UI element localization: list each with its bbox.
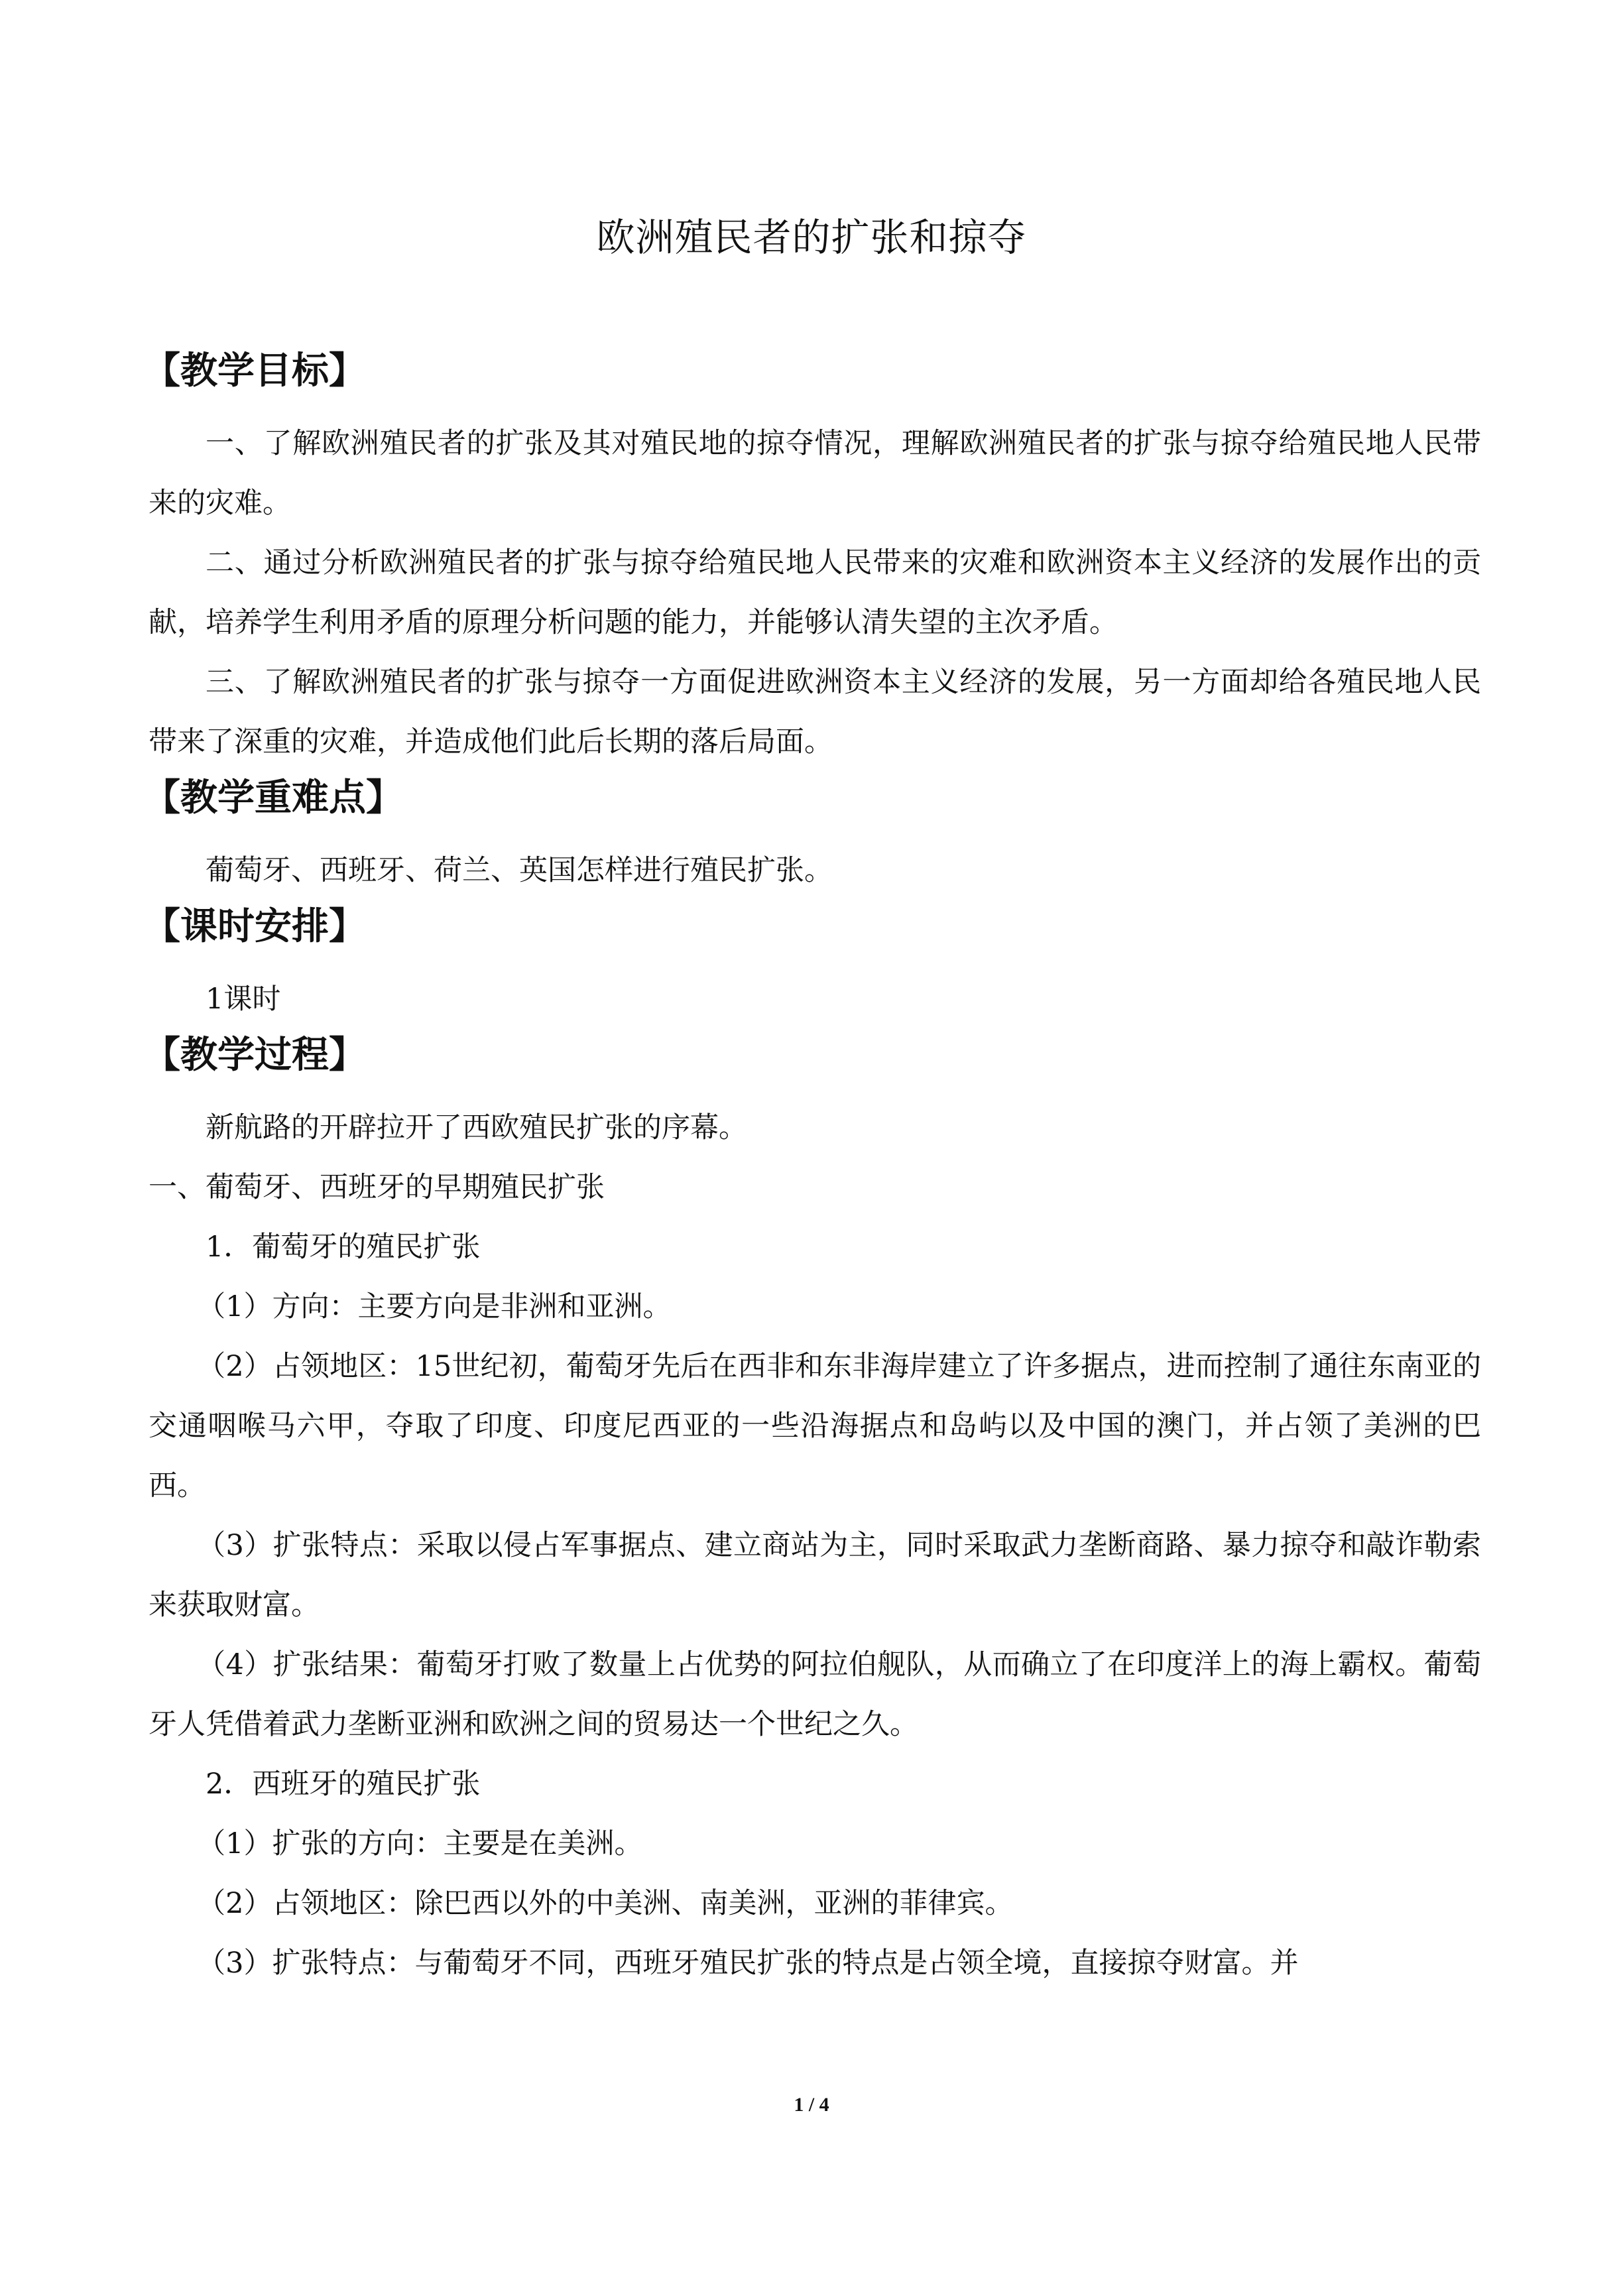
heading-objectives: 【教学目标】 — [143, 349, 366, 393]
heading-process: 【教学过程】 — [143, 1034, 366, 1077]
portugal-title: 1．葡萄牙的殖民扩张 — [206, 1231, 481, 1264]
spain-point-2: （2）占领地区：除巴西以外的中美洲、南美洲，亚洲的菲律宾。 — [197, 1887, 1014, 1920]
spain-title: 2．西班牙的殖民扩张 — [206, 1768, 481, 1801]
document-body — [143, 345, 1481, 1993]
heading-schedule: 【课时安排】 — [143, 905, 366, 948]
spain-point-3: （3）扩张特点：与葡萄牙不同，西班牙殖民扩张的特点是占领全境，直接掠夺财富。并 — [197, 1947, 1299, 1980]
key-points-paragraph: 葡萄牙、西班牙、荷兰、英国怎样进行殖民扩张。 — [206, 854, 833, 887]
document-title: 欧洲殖民者的扩张和掠夺 — [596, 215, 1027, 260]
process-part1-title: 一、葡萄牙、西班牙的早期殖民扩张 — [149, 1171, 605, 1204]
process-intro: 新航路的开辟拉开了西欧殖民扩张的序幕。 — [206, 1111, 747, 1144]
portugal-point-3: （3）扩张特点：采取以侵占军事据点、建立商站为主，同时采取武力垄断商路、暴力掠夺和敲诈勒索来获取财富。 — [149, 1529, 1481, 1622]
schedule-paragraph: 1课时 — [206, 983, 281, 1016]
portugal-point-4: （4）扩张结果：葡萄牙打败了数量上占优势的阿拉伯舰队，从而确立了在印度洋上的海上霸权。葡萄牙人凭借着武力垄断亚洲和欧洲之间的贸易达一个世纪之久。 — [149, 1648, 1481, 1741]
objective-paragraph-3: 三、了解欧洲殖民者的扩张与掠夺一方面促进欧洲资本主义经济的发展，另一方面却给各殖民地人民带来了深重的灾难，并造成他们此后长期的落后局面。 — [149, 666, 1481, 758]
objective-paragraph-1: 一、了解欧洲殖民者的扩张及其对殖民地的掠夺情况，理解欧洲殖民者的扩张与掠夺给殖民地人民带来的灾难。 — [149, 427, 1481, 520]
page-number: 1 / 4 — [794, 2094, 829, 2116]
spain-point-1: （1）扩张的方向：主要是在美洲。 — [197, 1827, 643, 1860]
portugal-point-2: （2）占领地区：15世纪初，葡萄牙先后在西非和东非海岸建立了许多据点，进而控制了通往东南亚的交通咽喉马六甲，夺取了印度、印度尼西亚的一些沿海据点和岛屿以及中国的澳门，并占领了美洲的巴西。 — [149, 1350, 1481, 1502]
heading-key-points: 【教学重难点】 — [143, 776, 403, 819]
objective-paragraph-2: 二、通过分析欧洲殖民者的扩张与掠夺给殖民地人民带来的灾难和欧洲资本主义经济的发展作出的贡献，培养学生利用矛盾的原理分析问题的能力，并能够认清失望的主次矛盾。 — [149, 546, 1481, 639]
portugal-point-1: （1）方向：主要方向是非洲和亚洲。 — [197, 1290, 672, 1323]
